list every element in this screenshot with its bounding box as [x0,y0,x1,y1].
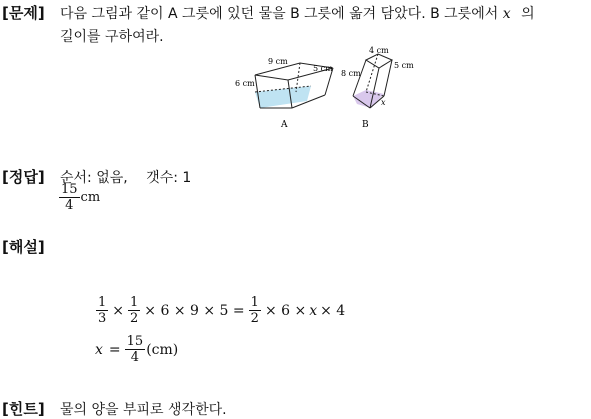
answer-frac-num: 15 [61,182,78,197]
problem-label: [문제] [2,4,45,22]
eq2-equals: = [108,341,121,358]
a-left-label: 6 cm [235,79,255,88]
eq2-fraction [125,334,146,365]
problem-text-b: 의 [521,6,535,22]
eq1-f3-den: 2 [250,311,259,326]
a-caption: A [281,120,288,130]
b-caption: B [362,120,369,130]
eq1-end-b: × 4 [320,302,346,319]
answer-count: 갯수: 1 [146,170,192,186]
eq1-end-a: × 6 × [264,302,307,319]
eq2-num: 15 [126,334,144,349]
hint-label: [힌트] [2,400,45,418]
eq1-f1-num: 1 [98,295,107,310]
eq1-f2-den: 2 [130,311,139,326]
eq1-frac-2 [128,295,140,326]
eq2-lhs: x [95,341,103,358]
problem-var-x: x [502,6,511,22]
problem-text-a: 다음 그림과 같이 A 그릇에 있던 물을 B 그릇에 옮겨 담았다. B 그릇에서 [60,6,499,22]
eq1-f1-den: 3 [98,311,107,326]
eq1-times: × [112,302,125,319]
answer-value [58,182,100,213]
eq1-f2-num: 1 [130,295,139,310]
eq2-unit: (cm) [146,341,179,358]
b-left-label: 8 cm [341,69,361,78]
a-right-label: 5 cm [313,64,333,73]
a-top-label: 9 cm [268,57,288,66]
b-top-label: 4 cm [369,46,389,55]
answer-order: 순서: 없음, [60,170,128,186]
eq1-var-x: x [309,302,318,319]
answer-label: [정답] [2,168,45,186]
explanation-eq-1 [95,295,348,326]
problem-line-2: 길이를 구하여라. [60,29,164,45]
eq1-frac-1 [96,295,108,326]
explanation-label: [해설] [2,238,45,256]
answer-unit: cm [80,190,101,205]
answer-fraction [59,182,80,213]
eq2-den: 4 [130,350,140,365]
container-b [353,54,392,108]
eq1-mid: × 6 × 9 × 5 = [144,302,245,319]
answer-frac-den: 4 [65,198,74,213]
eq1-frac-3 [249,295,261,326]
hint-text: 물의 양을 부피로 생각한다. [60,402,227,418]
explanation-eq-2 [95,334,178,365]
eq1-f3-num: 1 [250,295,259,310]
b-var-label: x [381,98,386,107]
b-right-label: 5 cm [394,61,414,70]
